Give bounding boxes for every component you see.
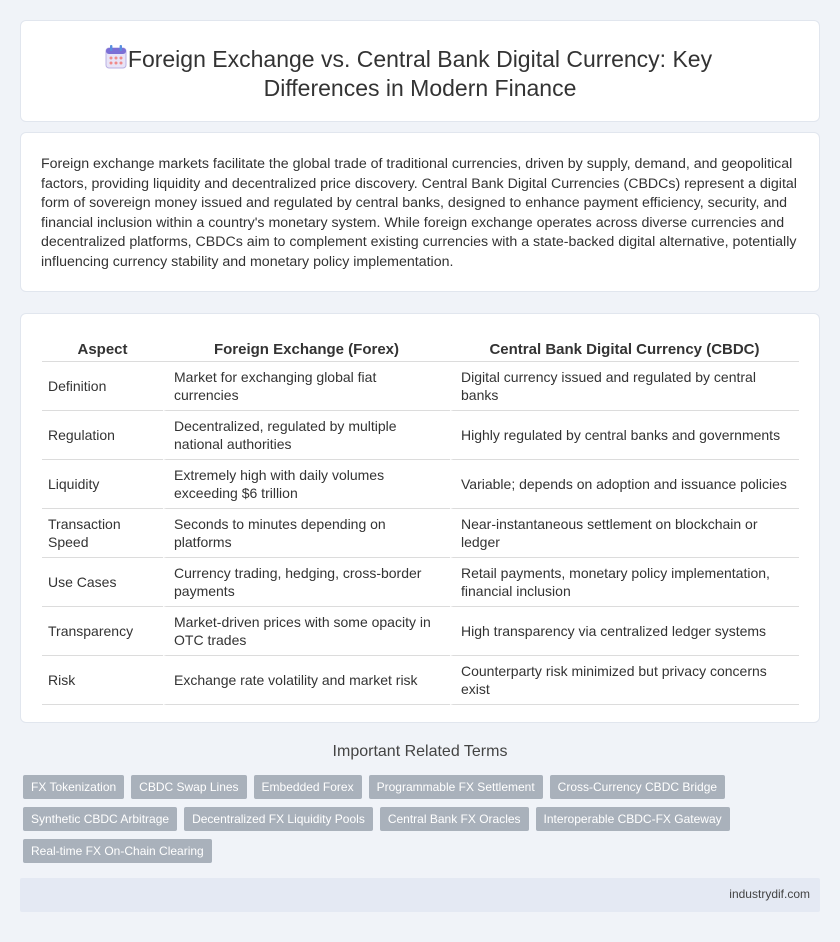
table-row xyxy=(42,411,799,460)
table-row xyxy=(42,607,799,656)
header-aspect: Aspect xyxy=(42,334,163,362)
tag-link[interactable]: Cross-Currency CBDC Bridge xyxy=(550,775,725,799)
tag-link[interactable]: Decentralized FX Liquidity Pools xyxy=(184,807,373,831)
row-aspect: Regulation xyxy=(42,411,163,460)
table-row xyxy=(42,362,799,411)
row-cbdc: Digital currency issued and regulated by central banks xyxy=(450,362,799,411)
tag-link[interactable]: CBDC Swap Lines xyxy=(131,775,246,799)
row-cbdc: Counterparty risk minimized but privacy concerns exist xyxy=(450,656,799,705)
row-aspect: Use Cases xyxy=(42,558,163,607)
page-title: Foreign Exchange vs. Central Bank Digital Currency: Key Differences in Modern Finance xyxy=(127,46,713,101)
tag-link[interactable]: Real-time FX On-Chain Clearing xyxy=(23,839,212,863)
row-aspect: Definition xyxy=(42,362,163,411)
row-forex: Extremely high with daily volumes exceeding $6 trillion xyxy=(163,460,450,509)
table-row xyxy=(42,509,799,558)
tag-link[interactable]: Interoperable CBDC-FX Gateway xyxy=(536,807,730,831)
row-forex: Exchange rate volatility and market risk xyxy=(163,656,450,705)
header-cbdc: Central Bank Digital Currency (CBDC) xyxy=(450,334,799,362)
related-terms-title: Important Related Terms xyxy=(332,743,508,760)
tag-row xyxy=(23,807,823,831)
tag-link[interactable]: Synthetic CBDC Arbitrage xyxy=(23,807,177,831)
row-forex: Decentralized, regulated by multiple national authorities xyxy=(163,411,450,460)
table-row xyxy=(42,460,799,509)
footer-site-link[interactable]: industrydif.com xyxy=(729,887,810,901)
header-forex: Foreign Exchange (Forex) xyxy=(163,334,450,362)
row-cbdc: Highly regulated by central banks and governments xyxy=(450,411,799,460)
comparison-table-card xyxy=(20,313,820,723)
row-forex: Currency trading, hedging, cross-border payments xyxy=(163,558,450,607)
intro-card xyxy=(20,132,820,292)
tag-row xyxy=(23,775,823,799)
related-terms-tags xyxy=(23,775,823,871)
tag-link[interactable]: Embedded Forex xyxy=(254,775,362,799)
table-row xyxy=(42,558,799,607)
tag-link[interactable]: Programmable FX Settlement xyxy=(369,775,543,799)
footer-bar xyxy=(20,878,820,912)
row-aspect: Transaction Speed xyxy=(42,509,163,558)
row-cbdc: Variable; depends on adoption and issuance policies xyxy=(450,460,799,509)
table-row xyxy=(42,656,799,705)
row-forex: Market for exchanging global fiat currencies xyxy=(163,362,450,411)
row-forex: Seconds to minutes depending on platforms xyxy=(163,509,450,558)
tag-row xyxy=(23,839,823,863)
row-cbdc: Retail payments, monetary policy implementation, financial inclusion xyxy=(450,558,799,607)
row-cbdc: Near-instantaneous settlement on blockchain or ledger xyxy=(450,509,799,558)
row-aspect: Liquidity xyxy=(42,460,163,509)
row-cbdc: High transparency via centralized ledger systems xyxy=(450,607,799,656)
intro-paragraph: Foreign exchange markets facilitate the global trade of traditional currencies, driven by supply, demand, and geopolitical factors, providing liquidity and decentralized price discovery. Central Bank Digital Currencies (CBDCs) represent a digital form of sovereign money issued and regulated by central banks, designed to enhance payment efficiency, security, and financial inclusion within a country's monetary system. While foreign exchange operates across diverse currencies and decentralized platforms, CBDCs aim to complement existing currencies with a state-backed digital alternative, potentially influencing currency stability and monetary policy implementation. xyxy=(41,156,797,270)
comparison-table xyxy=(42,334,799,705)
table-header-row xyxy=(42,334,799,362)
row-aspect: Risk xyxy=(42,656,163,705)
header-card xyxy=(20,20,820,122)
tag-link[interactable]: FX Tokenization xyxy=(23,775,124,799)
tag-link[interactable]: Central Bank FX Oracles xyxy=(380,807,529,831)
row-aspect: Transparency xyxy=(42,607,163,656)
row-forex: Market-driven prices with some opacity in OTC trades xyxy=(163,607,450,656)
